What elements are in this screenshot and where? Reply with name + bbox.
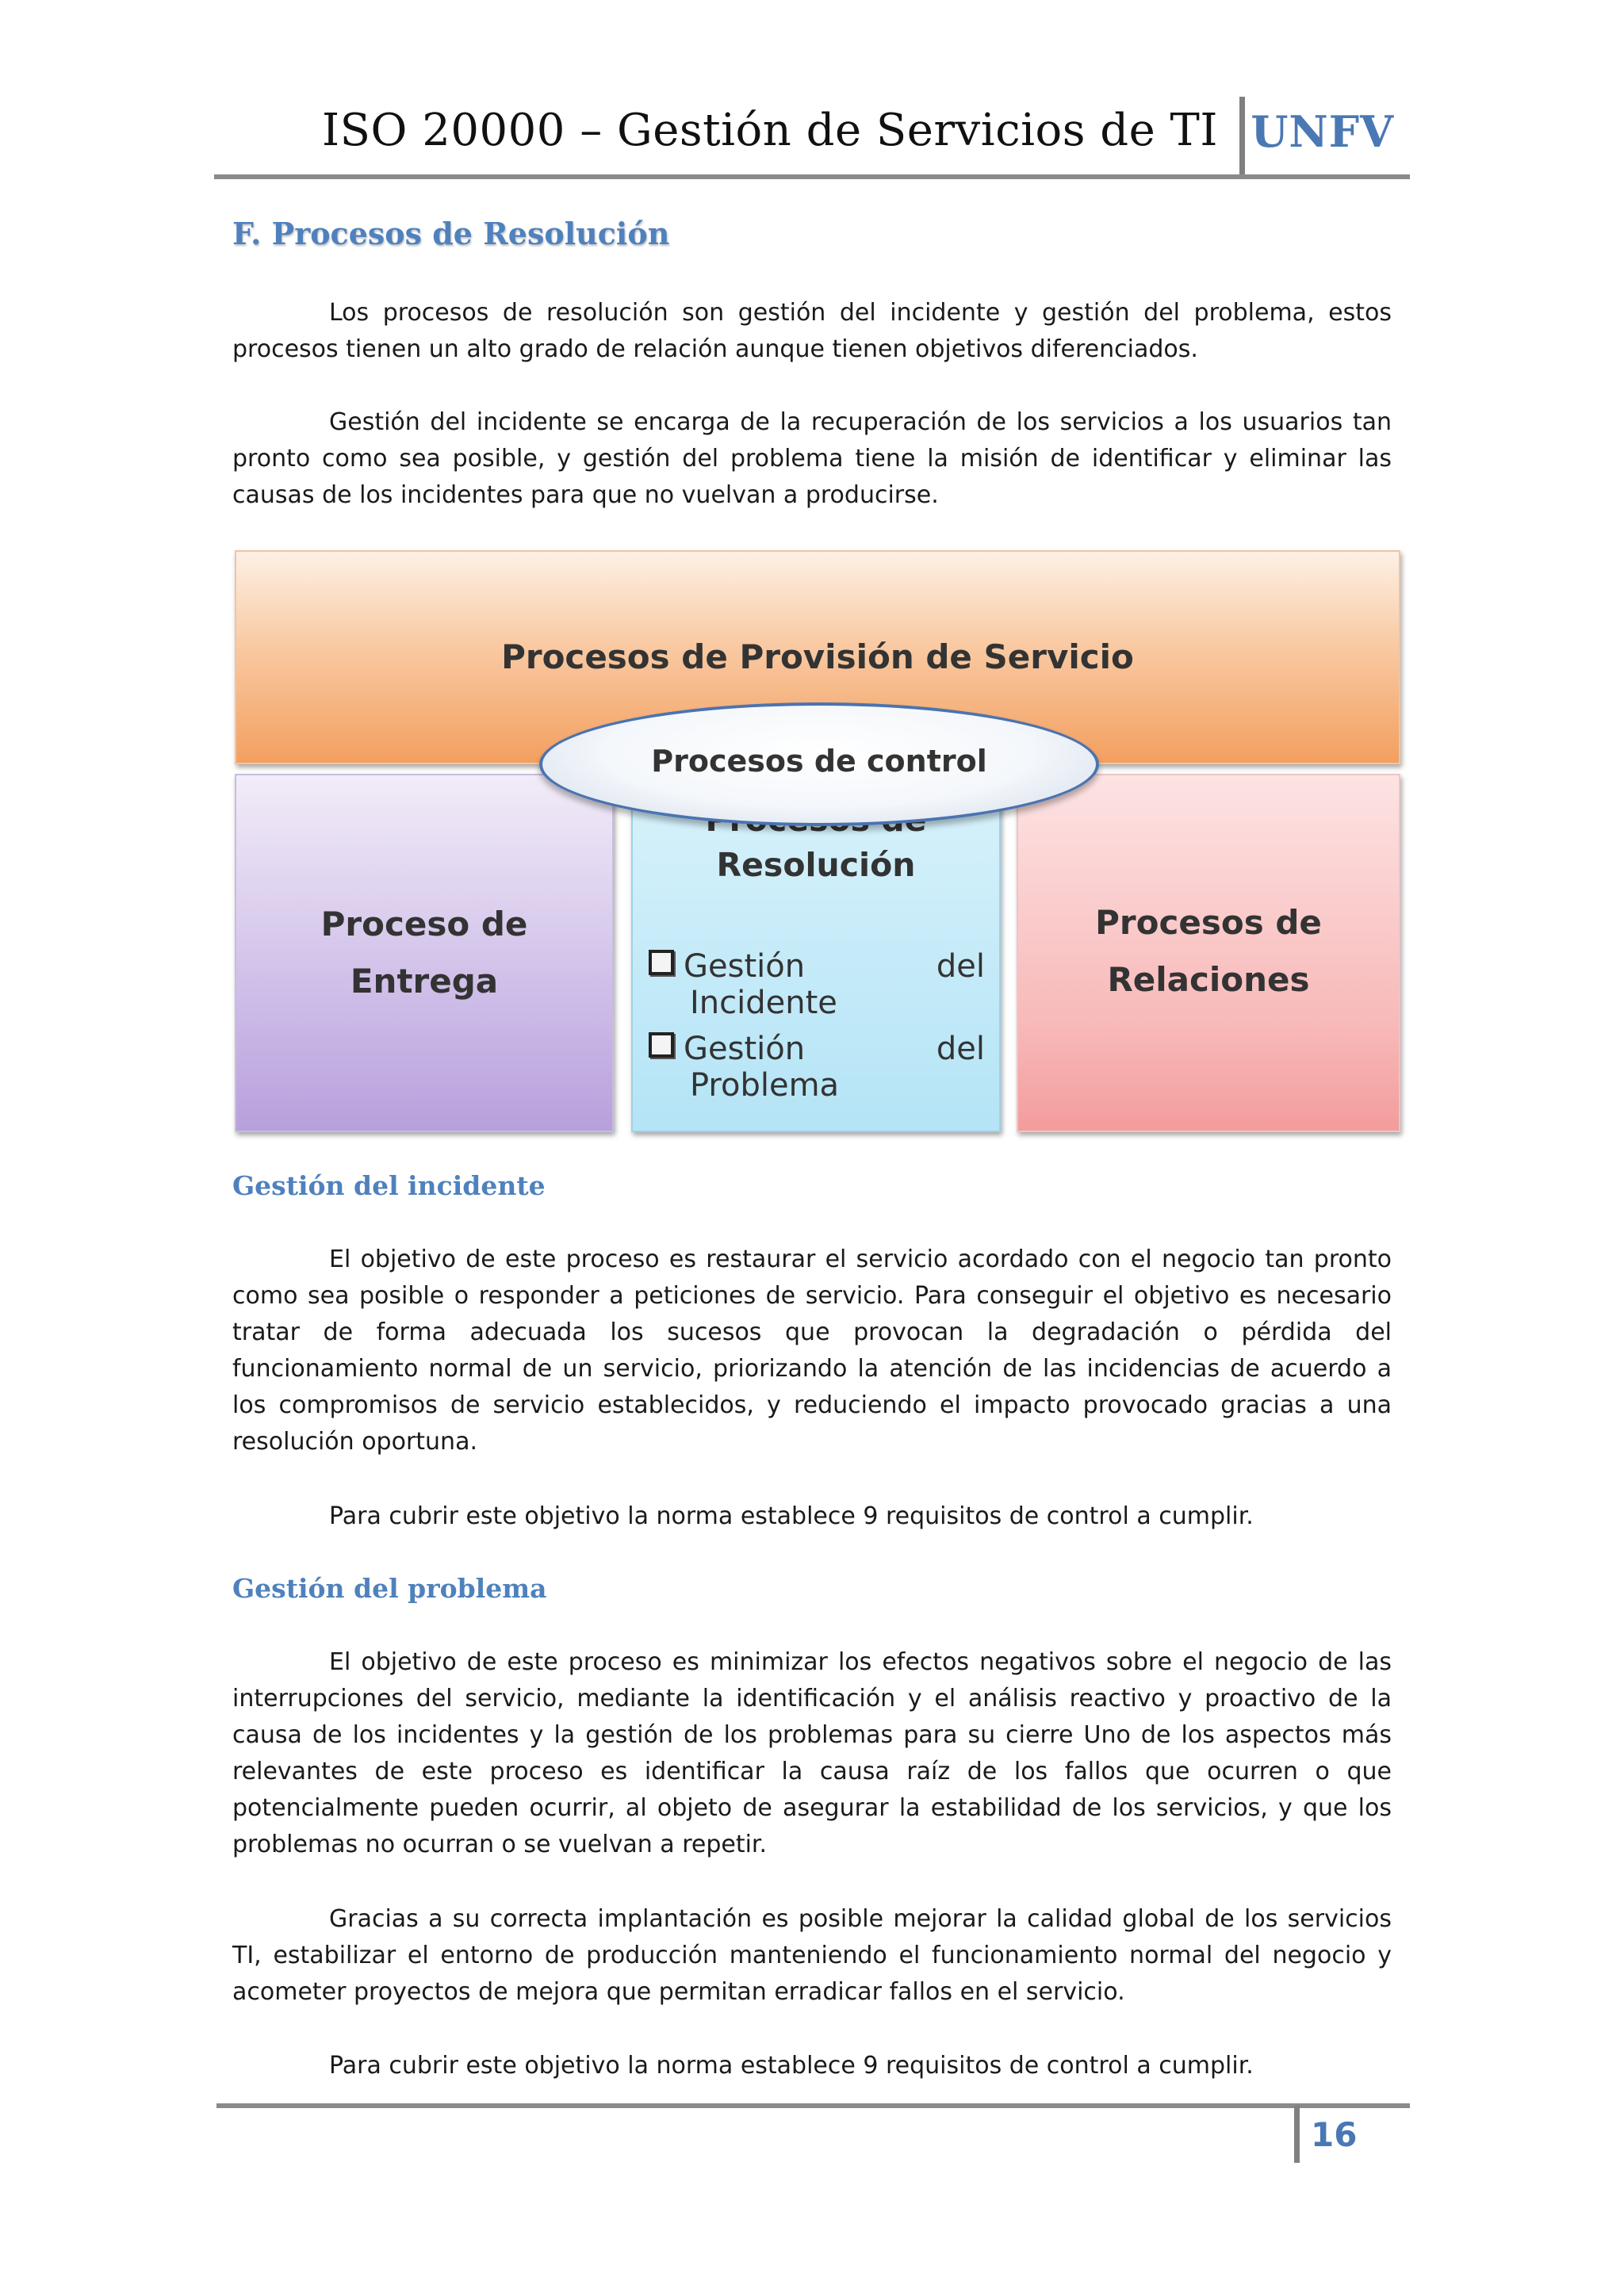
delivery-label-line2: Entrega (350, 962, 499, 1001)
footer-rule (216, 2103, 1410, 2108)
checkbox-icon (649, 950, 674, 975)
checklist-word-problema: Problema (690, 1067, 840, 1104)
problem-paragraph-3: Para cubrir este objetivo la norma establece 9 requisitos de control a cumplir. (329, 2052, 1254, 2080)
page-header (214, 94, 1410, 179)
relations-process-box (1017, 774, 1400, 1132)
header-separator (1239, 97, 1245, 176)
resolution-process-box (631, 774, 1001, 1132)
delivery-process-box (235, 774, 614, 1132)
checklist-word-incidente: Incidente (690, 985, 837, 1021)
problem-paragraph-1: El objetivo de este proceso es minimizar los efectos negativos sobre el negocio de las interrupciones del servicio, mediante la identificación y el análisis reactivo y proactivo de la causa de los incidentes y la gestión de los problemas para su cierre Uno de los aspectos más relevantes de este proceso es identificar la causa raíz de los fallos que ocurren o que potencialmente pueden ocurrir, al objeto de asegurar la estabilidad de los servicios, y que los problemas no ocurran o se vuelvan a repetir. (232, 1648, 1392, 1858)
checklist-item-incident (649, 948, 985, 1021)
checklist-word-gestion: Gestión (684, 948, 806, 985)
header-brand: UNFV (1251, 106, 1394, 157)
service-provision-label: Procesos de Provisión de Servicio (501, 637, 1134, 676)
resolution-title-line2: Resolución (716, 846, 916, 884)
checklist-word-gestion: Gestión (684, 1031, 806, 1067)
incident-heading: Gestión del incidente (232, 1170, 546, 1201)
problem-paragraph-2: Gracias a su correcta implantación es posible mejorar la calidad global de los servicios TI, estabilizar el entorno de producción manteniendo el funcionamiento normal del negocio y acometer proyectos de mejora que permitan erradicar fallos en el servicio. (232, 1905, 1392, 2006)
control-processes-label: Procesos de control (651, 744, 987, 779)
problem-heading: Gestión del problema (232, 1573, 547, 1604)
checklist-word-del: del (936, 948, 985, 985)
checkbox-icon (649, 1032, 674, 1058)
footer-separator (1294, 2106, 1300, 2163)
process-diagram (235, 550, 1397, 1134)
relations-label-line1: Procesos de (1095, 903, 1322, 942)
checklist-item-problem (649, 1031, 985, 1104)
intro-paragraph-1: Los procesos de resolución son gestión del incidente y gestión del problema, estos procesos tienen un alto grado de relación aunque tienen objetivos diferenciados. (232, 299, 1392, 363)
header-title: ISO 20000 – Gestión de Servicios de TI (322, 105, 1218, 156)
header-rule (214, 174, 1410, 179)
checklist-word-del: del (936, 1031, 985, 1067)
incident-paragraph-2: Para cubrir este objetivo la norma establece 9 requisitos de control a cumplir. (329, 1502, 1254, 1530)
delivery-label-line1: Proceso de (320, 905, 528, 943)
incident-paragraph-1: El objetivo de este proceso es restaurar el servicio acordado con el negocio tan pronto como sea posible o responder a peticiones de servicio. Para conseguir el objetivo es necesario tratar de forma adecuada los sucesos que provocan la degradación o pérdida del funcionamiento normal de un servicio, priorizando la atención de las incidencias de acuerdo a los compromisos de servicio establecidos, y reduciendo el impacto provocado gracias a una resolución oportuna. (232, 1246, 1392, 1456)
control-processes-ellipse (539, 702, 1099, 826)
section-heading: F. Procesos de Resolución (232, 216, 670, 251)
page-number: 16 (1311, 2115, 1358, 2154)
intro-paragraph-2: Gestión del incidente se encarga de la recuperación de los servicios a los usuarios tan pronto como sea posible, y gestión del problema tiene la misión de identificar y eliminar las causas de los incidentes para que no vuelvan a producirse. (232, 408, 1392, 509)
relations-label-line2: Relaciones (1107, 960, 1310, 999)
